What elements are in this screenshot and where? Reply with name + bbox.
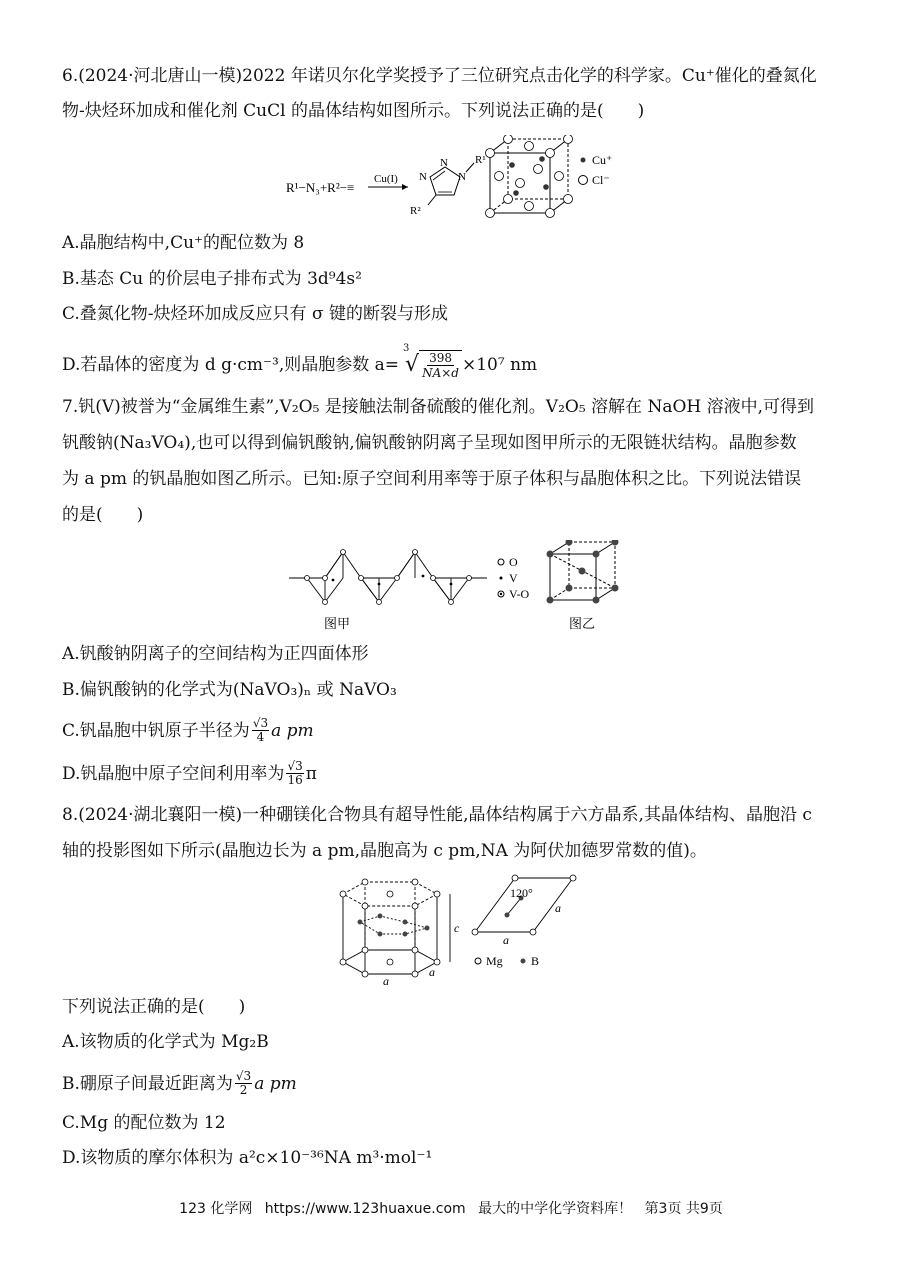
q7-figure: [285, 540, 625, 635]
triazole-n1: N: [419, 171, 427, 183]
angle-label: 120°: [510, 886, 533, 900]
q8-stem-line2: 轴的投影图如下所示(晶胞边长为 a pm,晶胞高为 c pm,NA 为阿伏加德罗常数的值)。: [62, 841, 707, 861]
footer-page-number: 第3页 共9页: [644, 1201, 723, 1217]
footer-site: 123 化学网: [179, 1201, 253, 1217]
q6-option-c: C.叠氮化物-炔烃环加成反应只有 σ 键的断裂与形成: [62, 304, 448, 324]
q6-option-a: A.晶胞结构中,Cu⁺的配位数为 8: [62, 233, 305, 253]
q6-stem-line2: 物-炔烃环加成和催化剂 CuCl 的晶体结构如图所示。下列说法正确的是( ): [62, 101, 645, 121]
cu-legend-dot: [581, 158, 586, 163]
q8-figure: [325, 870, 585, 985]
page-footer: [0, 1198, 902, 1218]
cl-legend-dot: [579, 176, 588, 185]
q7-stem-line4: 的是( ): [62, 505, 144, 525]
fraction: √3 2: [235, 1069, 252, 1097]
q6-option-b: B.基态 Cu 的价层电子排布式为 3d⁹4s²: [62, 269, 362, 289]
fraction: √3 4: [252, 716, 269, 744]
v-legend-label: V: [509, 571, 518, 585]
vanadate-chain: [289, 552, 487, 602]
reaction-arrowhead: [402, 184, 408, 190]
q6-option-d-prefix: D.若晶体的密度为 d g·cm⁻³,则晶胞参数 a=: [62, 355, 400, 375]
q7-option-c: C.钒晶胞中钒原子半径为 √3 4 a pm: [62, 716, 314, 744]
q7-option-b: B.偏钒酸钠的化学式为(NaVO₃)ₙ 或 NaVO₃: [62, 680, 397, 700]
cu-legend-label: Cu⁺: [592, 153, 613, 167]
q6-figure: [280, 135, 640, 225]
q6-catalyst-label: Cu(I): [374, 173, 398, 185]
q7-stem-line1: 7.钒(V)被誉为“金属维生素”,V₂O₅ 是接触法制备硫酸的催化剂。V₂O₅ 溶解在 NaOH 溶液中,可得到: [62, 397, 815, 417]
q6-option-d: [62, 343, 538, 380]
mg-legend-label: Mg: [486, 954, 503, 968]
q6-reaction-text: R¹−N₃+R²−≡: [286, 180, 355, 195]
q7-stem-line3: 为 a pm 的钒晶胞如图乙所示。已知:原子空间利用率等于原子体积与晶胞体积之比。下列说法错误: [62, 469, 802, 489]
q8-stem-line3: 下列说法正确的是( ): [62, 997, 246, 1017]
figure-caption-yi: 图乙: [568, 617, 596, 632]
q6-option-d-suffix: ×10⁷ nm: [461, 355, 538, 375]
q8-option-a: A.该物质的化学式为 Mg₂B: [62, 1032, 269, 1052]
root-index: 3: [403, 343, 410, 354]
edge-label-a1: a: [383, 974, 389, 985]
q8-option-d: D.该物质的摩尔体积为 a²c×10⁻³⁶NA m³·mol⁻¹: [62, 1148, 433, 1168]
o-legend-label: O: [509, 555, 518, 569]
fraction: 398 NA×d: [419, 350, 462, 380]
fraction: √3 16: [287, 759, 303, 787]
q7-stem-line2: 钒酸钠(Na₃VO₄),也可以得到偏钒酸钠,偏钒酸钠阴离子呈现如图甲所示的无限链状结构。晶胞参数: [62, 433, 797, 453]
vo-legend-label: V-O: [509, 587, 530, 601]
q7-option-a: A.钒酸钠阴离子的空间结构为正四面体形: [62, 644, 369, 664]
footer-slogan: 最大的中学化学资料库！: [478, 1201, 633, 1217]
edge-label-a2: a: [429, 965, 435, 979]
b-legend-label: B: [531, 954, 540, 968]
edge-label-a4: a: [503, 933, 509, 947]
cube-root: 3 √ 398 NA×d: [405, 350, 462, 380]
cl-legend-label: Cl⁻: [592, 173, 610, 187]
figure-caption-jia: 图甲: [323, 617, 351, 632]
q8-stem-line1: 8.(2024·湖北襄阳一模)一种硼镁化合物具有超导性能,晶体结构属于六方晶系,其晶体结构、晶胞沿 c: [62, 805, 812, 825]
triazole-n2: N: [440, 157, 448, 169]
q8-option-c: C.Mg 的配位数为 12: [62, 1113, 226, 1133]
edge-label-a3: a: [555, 901, 561, 915]
height-label-c: c: [454, 921, 460, 935]
hexagonal-prism: [343, 882, 450, 974]
footer-url[interactable]: https://www.123huaxue.com: [264, 1201, 466, 1217]
r1-label: R¹: [475, 154, 486, 166]
q8-option-b: B.硼原子间最近距离为 √3 2 a pm: [62, 1069, 297, 1097]
q6-stem-line1: 6.(2024·河北唐山一模)2022 年诺贝尔化学奖授予了三位研究点击化学的科学家。Cu⁺催化的叠氮化: [62, 66, 817, 86]
q7-option-d: D.钒晶胞中原子空间利用率为 √3 16 π: [62, 759, 317, 787]
triazole-n3: N: [458, 171, 466, 183]
r2-label: R²: [410, 205, 421, 217]
